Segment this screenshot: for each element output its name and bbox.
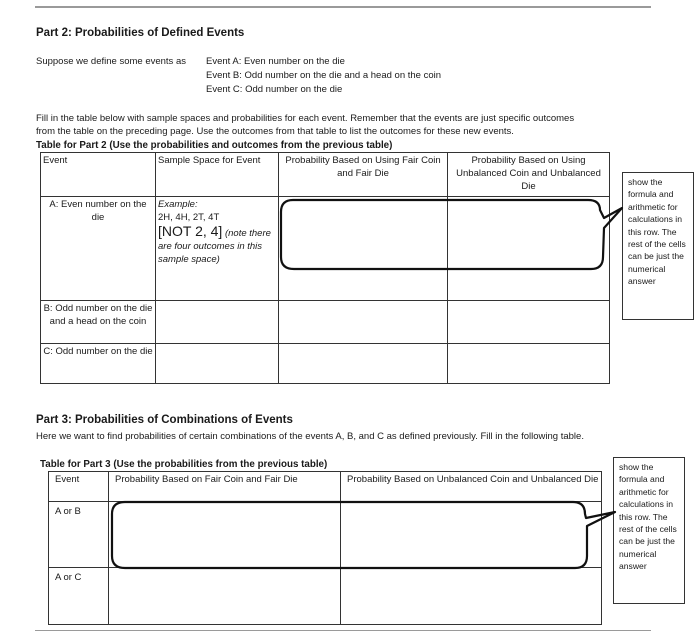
event-c-label: C: Odd number on the die [43, 346, 153, 357]
part2-intro: Suppose we define some events as [36, 56, 186, 67]
part2-title: Part 2: Probabilities of Defined Events [36, 27, 245, 39]
part3-table-caption: Table for Part 3 (Use the probabilities from the previous table) [40, 459, 328, 470]
part3-callout: show the formula and arithmetic for calculations in this row. The rest of the cells can be just the numerical answer [613, 457, 685, 604]
example-label: Example: [158, 199, 198, 210]
part2-row-highlight [281, 200, 622, 269]
bottom-rule [35, 630, 651, 631]
part2-instructions-line2: from the table on the preceding page. Use the outcomes from that table to list the outcomes for these new events. [36, 126, 514, 137]
header-sample-space: Sample Space for Event [156, 153, 279, 197]
event-c-definition: Event C: Odd number on the die [206, 84, 343, 95]
part2-callout: show the formula and arithmetic for calculations in this row. The rest of the cells can be just the numerical answer [622, 172, 694, 320]
example-outcomes: 2H, 4H, 2T, 4T [158, 212, 220, 223]
event-a-label: A: Even number on the die [49, 199, 147, 223]
event-a-or-c-label: A or C [55, 572, 82, 583]
part2-instructions-line1: Fill in the table below with sample spaces and probabilities for each event. Remember that the events are just specific outcomes [36, 113, 575, 124]
header-fair-probability: Probability Based on Using Fair Coin and Fair Die [279, 153, 448, 197]
example-note: (note there are four outcomes in this sample space) [158, 228, 271, 265]
header-unbalanced-probability: Probability Based on Using Unbalanced Coin and Unbalanced Die [448, 153, 610, 197]
header-fair-probability: Probability Based on Fair Coin and Fair Die [109, 472, 341, 502]
part3-row-highlight [112, 502, 615, 568]
header-event: Event [41, 153, 156, 197]
part3-intro: Here we want to find probabilities of certain combinations of the events A, B, and C as defined previously. Fill in the following table. [36, 431, 584, 442]
part2-table-caption: Table for Part 2 (Use the probabilities and outcomes from the previous table) [36, 140, 393, 151]
event-b-definition: Event B: Odd number on the die and a head on the coin [206, 70, 442, 81]
event-a-definition: Event A: Even number on the die [206, 56, 345, 67]
header-event: Event [49, 472, 109, 502]
example-not: [NOT 2, 4] [158, 223, 223, 239]
header-unbalanced-probability: Probability Based on Unbalanced Coin and Unbalanced Die [341, 472, 602, 502]
event-a-or-b-label: A or B [55, 506, 81, 517]
part3-title: Part 3: Probabilities of Combinations of Events [36, 414, 293, 426]
event-b-label: B: Odd number on the die and a head on the coin [43, 303, 153, 327]
